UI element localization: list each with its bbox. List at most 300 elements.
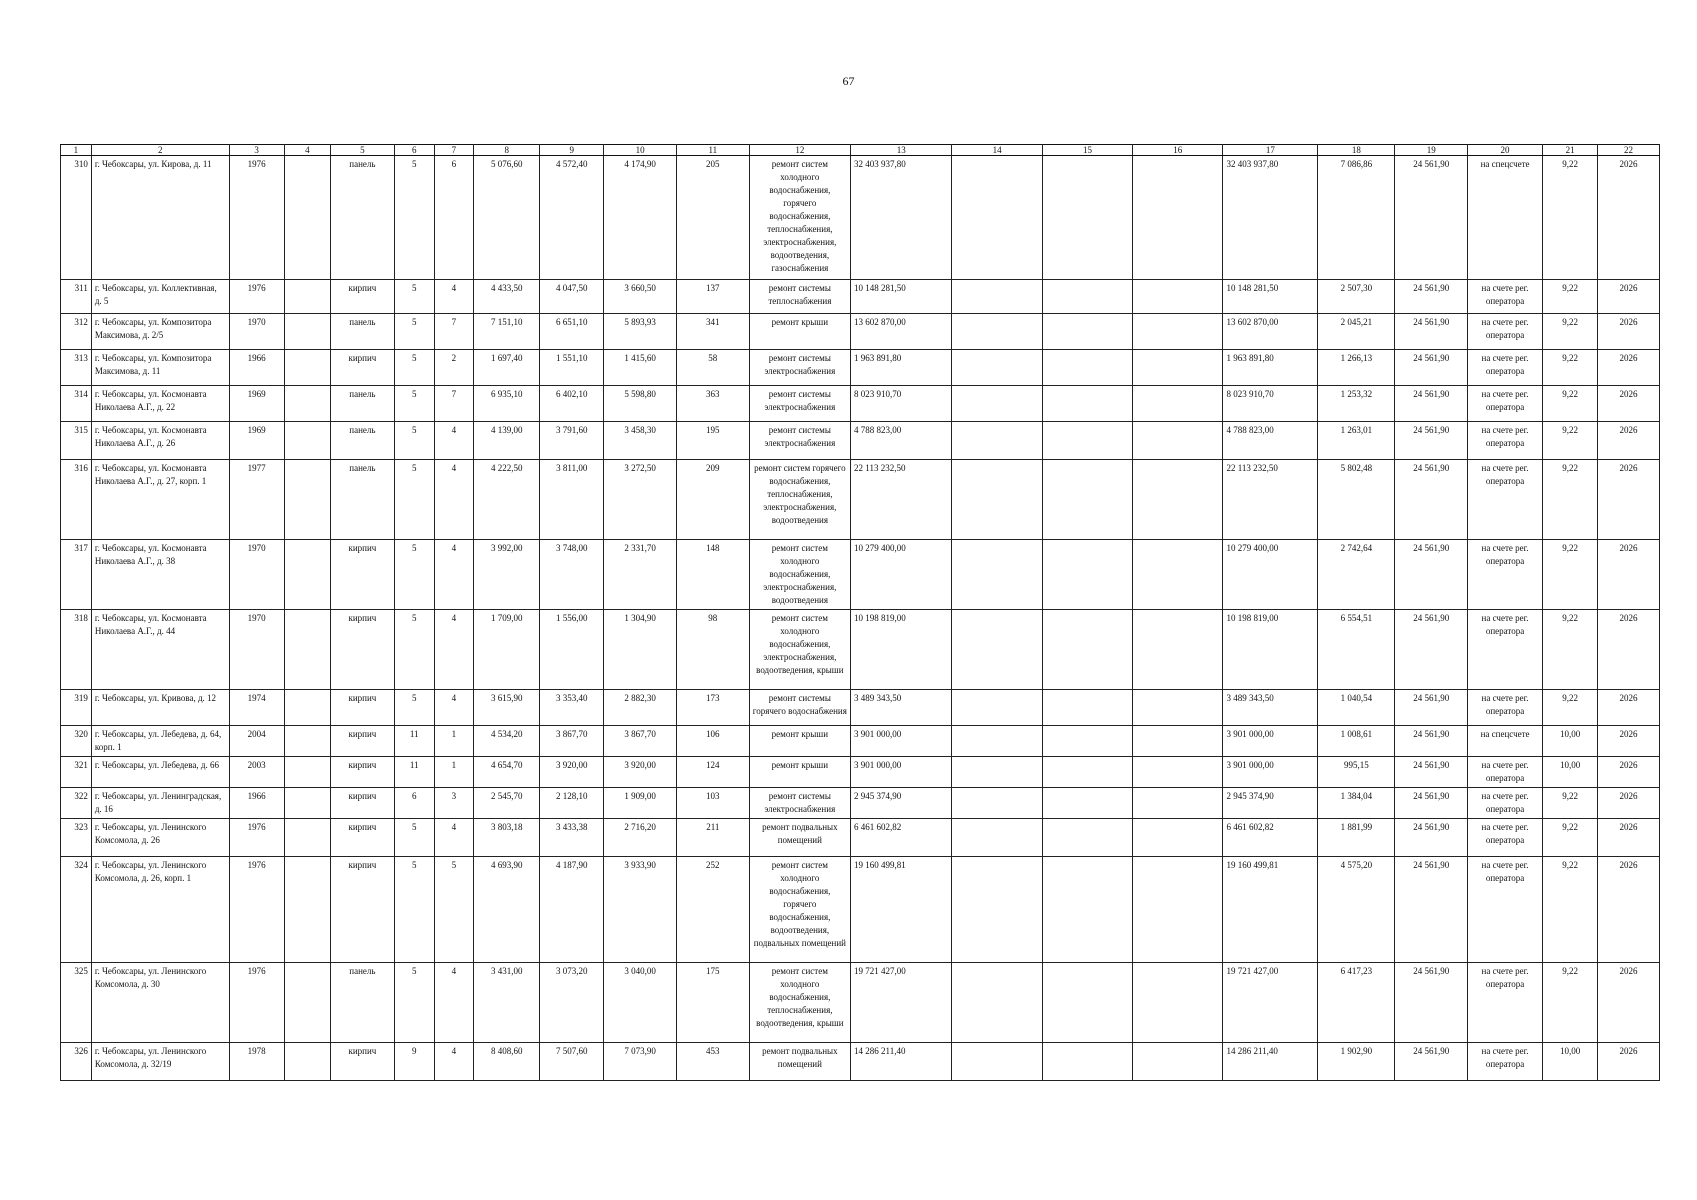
repair-year-cell: 2026 [1598, 610, 1660, 690]
residential-area-cell: 5 893,93 [604, 314, 677, 350]
repair-works-cell: ремонт системы электроснабжения [749, 350, 850, 386]
wall-material-cell: кирпич [330, 540, 394, 610]
residential-area-cell: 1 909,00 [604, 788, 677, 819]
address-cell: г. Чебоксары, ул. Коллективная, д. 5 [91, 280, 229, 314]
total-area-cell: 3 992,00 [474, 540, 540, 610]
owners-funds-cell: 3 901 000,00 [1223, 757, 1318, 788]
col-4-cell [284, 1043, 330, 1081]
unit-cost-cell: 6 554,51 [1318, 610, 1395, 690]
table-row [61, 1043, 1660, 1081]
total-cost-cell: 8 023 910,70 [851, 386, 952, 422]
fund-method-cell: на счете рег. оператора [1468, 314, 1543, 350]
contribution-rate-cell: 10,00 [1543, 1043, 1598, 1081]
column-number: 12 [749, 145, 850, 156]
column-number: 13 [851, 145, 952, 156]
col-14-cell [952, 857, 1042, 963]
floors-cell: 5 [394, 350, 434, 386]
address-cell: г. Чебоксары, ул. Ленинского Комсомола, д. 30 [91, 963, 229, 1043]
table-row [61, 460, 1660, 540]
total-cost-cell: 3 901 000,00 [851, 726, 952, 757]
residents-count-cell: 209 [676, 460, 749, 540]
row-number-cell: 314 [61, 386, 92, 422]
unit-cost-cell: 1 263,01 [1318, 422, 1395, 460]
repair-year-cell: 2026 [1598, 460, 1660, 540]
col-15-cell [1042, 350, 1132, 386]
address-cell: г. Чебоксары, ул. Лебедева, д. 64, корп. 1 [91, 726, 229, 757]
premises-area-cell: 2 128,10 [540, 788, 604, 819]
repair-works-cell: ремонт крыши [749, 314, 850, 350]
col-15-cell [1042, 1043, 1132, 1081]
total-cost-cell: 10 279 400,00 [851, 540, 952, 610]
col-4-cell [284, 726, 330, 757]
residents-count-cell: 124 [676, 757, 749, 788]
unit-cost-cell: 6 417,23 [1318, 963, 1395, 1043]
row-number-cell: 321 [61, 757, 92, 788]
floors-cell: 6 [394, 788, 434, 819]
total-cost-cell: 10 148 281,50 [851, 280, 952, 314]
wall-material-cell: кирпич [330, 857, 394, 963]
contribution-rate-cell: 9,22 [1543, 280, 1598, 314]
floors-cell: 5 [394, 963, 434, 1043]
contribution-rate-cell: 9,22 [1543, 386, 1598, 422]
col-15-cell [1042, 156, 1132, 280]
col-15-cell [1042, 386, 1132, 422]
unit-cost-cell: 1 008,61 [1318, 726, 1395, 757]
total-cost-cell: 1 963 891,80 [851, 350, 952, 386]
column-number: 21 [1543, 145, 1598, 156]
contribution-rate-cell: 9,22 [1543, 350, 1598, 386]
repair-year-cell: 2026 [1598, 857, 1660, 963]
repair-works-cell: ремонт систем холодного водоснабжения, теплоснабжения, водоотведения, крыши [749, 963, 850, 1043]
unit-cost-cell: 1 384,04 [1318, 788, 1395, 819]
col-4-cell [284, 156, 330, 280]
residents-count-cell: 175 [676, 963, 749, 1043]
wall-material-cell: панель [330, 386, 394, 422]
build-year-cell: 1976 [229, 280, 284, 314]
residential-area-cell: 4 174,90 [604, 156, 677, 280]
entrances-cell: 2 [434, 350, 474, 386]
address-cell: г. Чебоксары, ул. Ленинского Комсомола, д. 26, корп. 1 [91, 857, 229, 963]
repair-year-cell: 2026 [1598, 819, 1660, 857]
repair-works-cell: ремонт системы горячего водоснабжения [749, 690, 850, 726]
col-16-cell [1133, 386, 1223, 422]
col-14-cell [952, 314, 1042, 350]
fund-method-cell: на спецсчете [1468, 726, 1543, 757]
fund-method-cell: на счете рег. оператора [1468, 540, 1543, 610]
repair-year-cell: 2026 [1598, 726, 1660, 757]
owners-funds-cell: 10 279 400,00 [1223, 540, 1318, 610]
wall-material-cell: панель [330, 963, 394, 1043]
unit-cost-cell: 2 507,30 [1318, 280, 1395, 314]
build-year-cell: 1970 [229, 610, 284, 690]
repair-year-cell: 2026 [1598, 314, 1660, 350]
contribution-rate-cell: 9,22 [1543, 156, 1598, 280]
residents-count-cell: 211 [676, 819, 749, 857]
column-number: 16 [1133, 145, 1223, 156]
premises-area-cell: 4 572,40 [540, 156, 604, 280]
col-16-cell [1133, 690, 1223, 726]
entrances-cell: 4 [434, 610, 474, 690]
total-cost-cell: 13 602 870,00 [851, 314, 952, 350]
total-cost-cell: 19 721 427,00 [851, 963, 952, 1043]
col-4-cell [284, 819, 330, 857]
residential-area-cell: 3 867,70 [604, 726, 677, 757]
table-row [61, 757, 1660, 788]
address-cell: г. Чебоксары, ул. Лебедева, д. 66 [91, 757, 229, 788]
residents-count-cell: 58 [676, 350, 749, 386]
column-number: 2 [91, 145, 229, 156]
total-cost-cell: 3 489 343,50 [851, 690, 952, 726]
max-unit-cost-cell: 24 561,90 [1395, 386, 1468, 422]
column-number: 22 [1598, 145, 1660, 156]
max-unit-cost-cell: 24 561,90 [1395, 963, 1468, 1043]
row-number-cell: 316 [61, 460, 92, 540]
row-number-cell: 326 [61, 1043, 92, 1081]
address-cell: г. Чебоксары, ул. Космонавта Николаева А.Г., д. 27, корп. 1 [91, 460, 229, 540]
address-cell: г. Чебоксары, ул. Космонавта Николаева А.Г., д. 38 [91, 540, 229, 610]
residents-count-cell: 106 [676, 726, 749, 757]
entrances-cell: 7 [434, 314, 474, 350]
table-row [61, 690, 1660, 726]
unit-cost-cell: 1 881,99 [1318, 819, 1395, 857]
col-14-cell [952, 460, 1042, 540]
repair-year-cell: 2026 [1598, 963, 1660, 1043]
fund-method-cell: на счете рег. оператора [1468, 280, 1543, 314]
address-cell: г. Чебоксары, ул. Ленинского Комсомола, д. 26 [91, 819, 229, 857]
entrances-cell: 1 [434, 757, 474, 788]
owners-funds-cell: 10 198 819,00 [1223, 610, 1318, 690]
table-row [61, 788, 1660, 819]
unit-cost-cell: 995,15 [1318, 757, 1395, 788]
wall-material-cell: панель [330, 314, 394, 350]
entrances-cell: 4 [434, 819, 474, 857]
address-cell: г. Чебоксары, ул. Композитора Максимова, д. 2/5 [91, 314, 229, 350]
address-cell: г. Чебоксары, ул. Кривова, д. 12 [91, 690, 229, 726]
owners-funds-cell: 13 602 870,00 [1223, 314, 1318, 350]
row-number-cell: 325 [61, 963, 92, 1043]
col-4-cell [284, 386, 330, 422]
wall-material-cell: панель [330, 460, 394, 540]
entrances-cell: 4 [434, 690, 474, 726]
unit-cost-cell: 1 040,54 [1318, 690, 1395, 726]
max-unit-cost-cell: 24 561,90 [1395, 610, 1468, 690]
total-cost-cell: 32 403 937,80 [851, 156, 952, 280]
col-4-cell [284, 963, 330, 1043]
residential-area-cell: 3 458,30 [604, 422, 677, 460]
fund-method-cell: на спецсчете [1468, 156, 1543, 280]
residential-area-cell: 7 073,90 [604, 1043, 677, 1081]
residents-count-cell: 205 [676, 156, 749, 280]
col-16-cell [1133, 757, 1223, 788]
total-cost-cell: 19 160 499,81 [851, 857, 952, 963]
col-4-cell [284, 610, 330, 690]
residential-area-cell: 5 598,80 [604, 386, 677, 422]
entrances-cell: 5 [434, 857, 474, 963]
floors-cell: 5 [394, 422, 434, 460]
col-16-cell [1133, 460, 1223, 540]
build-year-cell: 1970 [229, 314, 284, 350]
fund-method-cell: на счете рег. оператора [1468, 819, 1543, 857]
column-number: 20 [1468, 145, 1543, 156]
wall-material-cell: кирпич [330, 757, 394, 788]
contribution-rate-cell: 10,00 [1543, 726, 1598, 757]
fund-method-cell: на счете рег. оператора [1468, 422, 1543, 460]
residential-area-cell: 2 882,30 [604, 690, 677, 726]
premises-area-cell: 6 651,10 [540, 314, 604, 350]
total-area-cell: 3 615,90 [474, 690, 540, 726]
premises-area-cell: 3 791,60 [540, 422, 604, 460]
total-cost-cell: 4 788 823,00 [851, 422, 952, 460]
table-row [61, 726, 1660, 757]
total-area-cell: 4 222,50 [474, 460, 540, 540]
address-cell: г. Чебоксары, ул. Кирова, д. 11 [91, 156, 229, 280]
owners-funds-cell: 8 023 910,70 [1223, 386, 1318, 422]
wall-material-cell: кирпич [330, 350, 394, 386]
fund-method-cell: на счете рег. оператора [1468, 350, 1543, 386]
floors-cell: 5 [394, 690, 434, 726]
max-unit-cost-cell: 24 561,90 [1395, 422, 1468, 460]
table-row [61, 610, 1660, 690]
residents-count-cell: 341 [676, 314, 749, 350]
owners-funds-cell: 2 945 374,90 [1223, 788, 1318, 819]
repair-works-cell: ремонт системы электроснабжения [749, 386, 850, 422]
contribution-rate-cell: 9,22 [1543, 610, 1598, 690]
column-number: 17 [1223, 145, 1318, 156]
fund-method-cell: на счете рег. оператора [1468, 460, 1543, 540]
total-area-cell: 3 803,18 [474, 819, 540, 857]
wall-material-cell: кирпич [330, 280, 394, 314]
address-cell: г. Чебоксары, ул. Ленинского Комсомола, д. 32/19 [91, 1043, 229, 1081]
table-row [61, 350, 1660, 386]
max-unit-cost-cell: 24 561,90 [1395, 280, 1468, 314]
column-number: 6 [394, 145, 434, 156]
col-15-cell [1042, 757, 1132, 788]
col-15-cell [1042, 460, 1132, 540]
col-14-cell [952, 788, 1042, 819]
owners-funds-cell: 6 461 602,82 [1223, 819, 1318, 857]
entrances-cell: 7 [434, 386, 474, 422]
residents-count-cell: 363 [676, 386, 749, 422]
total-cost-cell: 6 461 602,82 [851, 819, 952, 857]
unit-cost-cell: 7 086,86 [1318, 156, 1395, 280]
floors-cell: 5 [394, 280, 434, 314]
max-unit-cost-cell: 24 561,90 [1395, 757, 1468, 788]
row-number-cell: 310 [61, 156, 92, 280]
contribution-rate-cell: 9,22 [1543, 540, 1598, 610]
floors-cell: 5 [394, 819, 434, 857]
col-4-cell [284, 690, 330, 726]
col-14-cell [952, 610, 1042, 690]
col-16-cell [1133, 156, 1223, 280]
max-unit-cost-cell: 24 561,90 [1395, 819, 1468, 857]
fund-method-cell: на счете рег. оператора [1468, 857, 1543, 963]
col-14-cell [952, 690, 1042, 726]
repair-year-cell: 2026 [1598, 788, 1660, 819]
col-16-cell [1133, 280, 1223, 314]
col-4-cell [284, 788, 330, 819]
col-4-cell [284, 314, 330, 350]
col-16-cell [1133, 610, 1223, 690]
total-cost-cell: 2 945 374,90 [851, 788, 952, 819]
repair-year-cell: 2026 [1598, 757, 1660, 788]
max-unit-cost-cell: 24 561,90 [1395, 690, 1468, 726]
premises-area-cell: 1 556,00 [540, 610, 604, 690]
floors-cell: 5 [394, 460, 434, 540]
repair-works-cell: ремонт крыши [749, 726, 850, 757]
col-14-cell [952, 386, 1042, 422]
col-14-cell [952, 350, 1042, 386]
total-cost-cell: 22 113 232,50 [851, 460, 952, 540]
col-14-cell [952, 540, 1042, 610]
unit-cost-cell: 5 802,48 [1318, 460, 1395, 540]
col-16-cell [1133, 726, 1223, 757]
col-14-cell [952, 726, 1042, 757]
col-16-cell [1133, 314, 1223, 350]
unit-cost-cell: 2 045,21 [1318, 314, 1395, 350]
residents-count-cell: 148 [676, 540, 749, 610]
owners-funds-cell: 22 113 232,50 [1223, 460, 1318, 540]
total-area-cell: 4 534,20 [474, 726, 540, 757]
table-row [61, 963, 1660, 1043]
address-cell: г. Чебоксары, ул. Космонавта Николаева А.Г., д. 26 [91, 422, 229, 460]
repair-year-cell: 2026 [1598, 386, 1660, 422]
address-cell: г. Чебоксары, ул. Композитора Максимова, д. 11 [91, 350, 229, 386]
residents-count-cell: 98 [676, 610, 749, 690]
residents-count-cell: 173 [676, 690, 749, 726]
col-14-cell [952, 757, 1042, 788]
residential-area-cell: 3 660,50 [604, 280, 677, 314]
residents-count-cell: 195 [676, 422, 749, 460]
col-14-cell [952, 280, 1042, 314]
wall-material-cell: панель [330, 422, 394, 460]
repair-works-cell: ремонт подвальных помещений [749, 819, 850, 857]
owners-funds-cell: 4 788 823,00 [1223, 422, 1318, 460]
total-area-cell: 6 935,10 [474, 386, 540, 422]
repair-works-cell: ремонт системы электроснабжения [749, 422, 850, 460]
column-number: 10 [604, 145, 677, 156]
col-14-cell [952, 422, 1042, 460]
premises-area-cell: 3 353,40 [540, 690, 604, 726]
total-area-cell: 1 709,00 [474, 610, 540, 690]
wall-material-cell: кирпич [330, 1043, 394, 1081]
residential-area-cell: 2 716,20 [604, 819, 677, 857]
unit-cost-cell: 1 253,32 [1318, 386, 1395, 422]
col-15-cell [1042, 963, 1132, 1043]
wall-material-cell: кирпич [330, 690, 394, 726]
repair-year-cell: 2026 [1598, 280, 1660, 314]
max-unit-cost-cell: 24 561,90 [1395, 314, 1468, 350]
table-row [61, 280, 1660, 314]
total-area-cell: 2 545,70 [474, 788, 540, 819]
page-number: 67 [842, 74, 855, 88]
table-row [61, 540, 1660, 610]
premises-area-cell: 4 047,50 [540, 280, 604, 314]
repair-works-cell: ремонт системы электроснабжения [749, 788, 850, 819]
col-15-cell [1042, 819, 1132, 857]
entrances-cell: 4 [434, 1043, 474, 1081]
table-row [61, 819, 1660, 857]
column-number: 9 [540, 145, 604, 156]
build-year-cell: 1966 [229, 788, 284, 819]
col-4-cell [284, 422, 330, 460]
entrances-cell: 4 [434, 280, 474, 314]
fund-method-cell: на счете рег. оператора [1468, 690, 1543, 726]
premises-area-cell: 3 073,20 [540, 963, 604, 1043]
repair-works-cell: ремонт крыши [749, 757, 850, 788]
residential-area-cell: 3 040,00 [604, 963, 677, 1043]
repair-year-cell: 2026 [1598, 1043, 1660, 1081]
column-number: 1 [61, 145, 92, 156]
max-unit-cost-cell: 24 561,90 [1395, 156, 1468, 280]
col-16-cell [1133, 788, 1223, 819]
build-year-cell: 1966 [229, 350, 284, 386]
owners-funds-cell: 19 160 499,81 [1223, 857, 1318, 963]
col-14-cell [952, 819, 1042, 857]
residential-area-cell: 3 272,50 [604, 460, 677, 540]
capital-repair-table [60, 144, 1660, 1081]
build-year-cell: 1969 [229, 386, 284, 422]
repair-year-cell: 2026 [1598, 156, 1660, 280]
table-row [61, 156, 1660, 280]
row-number-cell: 317 [61, 540, 92, 610]
total-area-cell: 5 076,60 [474, 156, 540, 280]
column-number: 5 [330, 145, 394, 156]
wall-material-cell: панель [330, 156, 394, 280]
col-16-cell [1133, 350, 1223, 386]
column-number-row [61, 145, 1660, 156]
row-number-cell: 315 [61, 422, 92, 460]
repair-year-cell: 2026 [1598, 690, 1660, 726]
max-unit-cost-cell: 24 561,90 [1395, 460, 1468, 540]
build-year-cell: 1976 [229, 857, 284, 963]
unit-cost-cell: 1 266,13 [1318, 350, 1395, 386]
col-4-cell [284, 540, 330, 610]
premises-area-cell: 3 867,70 [540, 726, 604, 757]
column-number: 4 [284, 145, 330, 156]
table-row [61, 422, 1660, 460]
contribution-rate-cell: 9,22 [1543, 460, 1598, 540]
owners-funds-cell: 10 148 281,50 [1223, 280, 1318, 314]
premises-area-cell: 7 507,60 [540, 1043, 604, 1081]
table-row [61, 386, 1660, 422]
col-16-cell [1133, 963, 1223, 1043]
unit-cost-cell: 4 575,20 [1318, 857, 1395, 963]
col-15-cell [1042, 610, 1132, 690]
entrances-cell: 4 [434, 422, 474, 460]
max-unit-cost-cell: 24 561,90 [1395, 788, 1468, 819]
col-4-cell [284, 757, 330, 788]
column-number: 18 [1318, 145, 1395, 156]
unit-cost-cell: 1 902,90 [1318, 1043, 1395, 1081]
col-15-cell [1042, 690, 1132, 726]
residential-area-cell: 3 920,00 [604, 757, 677, 788]
max-unit-cost-cell: 24 561,90 [1395, 350, 1468, 386]
unit-cost-cell: 2 742,64 [1318, 540, 1395, 610]
col-15-cell [1042, 726, 1132, 757]
col-14-cell [952, 1043, 1042, 1081]
total-area-cell: 4 433,50 [474, 280, 540, 314]
owners-funds-cell: 3 489 343,50 [1223, 690, 1318, 726]
column-number: 11 [676, 145, 749, 156]
floors-cell: 11 [394, 726, 434, 757]
table-row [61, 314, 1660, 350]
wall-material-cell: кирпич [330, 819, 394, 857]
col-16-cell [1133, 540, 1223, 610]
table-row [61, 857, 1660, 963]
owners-funds-cell: 19 721 427,00 [1223, 963, 1318, 1043]
column-number: 19 [1395, 145, 1468, 156]
entrances-cell: 6 [434, 156, 474, 280]
